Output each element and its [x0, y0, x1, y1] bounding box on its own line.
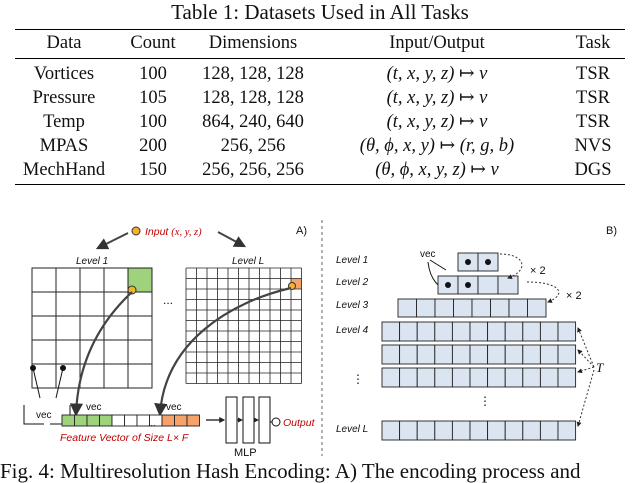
hash-table-cell — [540, 368, 558, 387]
level-label: Level 4 — [336, 325, 369, 336]
t-arrow — [578, 367, 594, 372]
table-row — [15, 158, 625, 185]
hash-table-cell — [382, 345, 400, 364]
level-l-label: Level L — [232, 256, 265, 267]
hash-table-cell — [435, 299, 454, 317]
vec-label: vec — [36, 410, 52, 421]
times-two-label: × 2 — [530, 265, 546, 277]
grid-cell — [32, 340, 56, 364]
hash-table-cell — [505, 322, 523, 341]
mlp-layer — [259, 397, 270, 443]
table-cell: Pressure — [32, 88, 96, 108]
table-row — [15, 134, 625, 158]
vec-label: vec — [86, 402, 102, 413]
hash-table-cell — [435, 345, 453, 364]
table-cell: 100 — [139, 112, 167, 132]
grid-cell — [56, 268, 80, 292]
hash-table-cell — [452, 368, 470, 387]
panel-a-label: A) — [296, 225, 307, 237]
hash-table-cell — [470, 322, 488, 341]
hash-table-cell — [523, 421, 541, 440]
hash-table-cell — [417, 299, 436, 317]
hash-table-cell — [558, 368, 576, 387]
level-label: Level 2 — [336, 277, 369, 288]
header-cell: Task — [561, 30, 625, 59]
hash-table-cell — [435, 368, 453, 387]
hash-table-cell — [505, 345, 523, 364]
output-node-icon — [272, 418, 280, 426]
hash-table-cell — [417, 421, 435, 440]
level-l-grid — [186, 268, 302, 384]
entry-dot — [465, 259, 471, 265]
header-cell: Dimensions — [193, 30, 313, 59]
table-cell: 864, 240, 640 — [202, 112, 304, 132]
datasets-table — [15, 29, 625, 185]
feature-cell — [162, 415, 175, 426]
hash-table-cell — [382, 322, 400, 341]
hash-table-cell — [435, 322, 453, 341]
hash-table-cell — [470, 345, 488, 364]
hash-table-cell — [478, 276, 498, 294]
table-cell: 105 — [139, 88, 167, 108]
vec-label: vec — [166, 402, 182, 413]
grid-cell — [32, 268, 56, 292]
grid-cell — [128, 340, 152, 364]
hash-table-cell — [488, 421, 506, 440]
table-row — [15, 59, 625, 87]
header-cell: Count — [113, 30, 193, 59]
grid-cell — [80, 268, 104, 292]
vertical-ellipsis: ⋮ — [479, 394, 491, 408]
hash-table-cell — [558, 322, 576, 341]
level-1-label: Level 1 — [76, 256, 109, 267]
hash-table-cell — [470, 421, 488, 440]
grid-cell — [32, 292, 56, 316]
hash-table-cell — [558, 345, 576, 364]
grid-cell — [56, 292, 80, 316]
input-arrow-right — [218, 232, 244, 246]
table-cell: (θ, ϕ, x, y) ↦ (r, g, b) — [359, 136, 515, 156]
grid-cell — [128, 364, 152, 388]
grid-cell — [104, 268, 128, 292]
table-cell: 200 — [139, 136, 167, 156]
table-cell: DGS — [561, 158, 625, 185]
grid-cell — [104, 292, 128, 316]
table-cell: TSR — [576, 88, 610, 108]
entry-dot — [445, 282, 451, 288]
grid-cell — [104, 364, 128, 388]
header-cell: Input/Output — [313, 30, 561, 59]
hash-table-cell — [488, 368, 506, 387]
grid-cell — [104, 340, 128, 364]
hash-table-cell — [505, 421, 523, 440]
hash-table-cell — [488, 322, 506, 341]
hash-table-cell — [509, 299, 528, 317]
hash-table-cell — [540, 345, 558, 364]
grid-ellipsis: ... — [163, 293, 174, 307]
table-title: Table 1: Datasets Used in All Tasks — [171, 0, 469, 24]
figure-caption: Fig. 4: Multiresolution Hash Encoding: A) The encoding process and — [0, 459, 581, 483]
feature-cell — [125, 415, 138, 426]
feature-vector-label: Feature Vector of Size L× F — [60, 432, 189, 444]
hash-table-cell — [540, 421, 558, 440]
entry-dot — [485, 259, 491, 265]
feature-cell — [187, 415, 200, 426]
hash-table-cell — [400, 322, 418, 341]
output-label: Output — [283, 417, 315, 429]
level-label: Level L — [336, 424, 369, 435]
hash-table-cell — [523, 345, 541, 364]
table-header-row — [15, 30, 625, 59]
table-cell: 150 — [113, 158, 193, 185]
hash-table-cell — [470, 368, 488, 387]
vec-label: vec — [420, 249, 436, 260]
feature-ellipsis: ... — [148, 418, 156, 428]
grid-cell — [56, 340, 80, 364]
grid-cell — [128, 316, 152, 340]
hash-table-cell — [491, 299, 510, 317]
hash-table-cell — [505, 368, 523, 387]
table-cell: 128, 128, 128 — [202, 64, 304, 84]
level-l-lookup-arrow — [160, 288, 291, 414]
table-cell: 256, 256 — [220, 136, 286, 156]
t-arrow — [578, 328, 594, 367]
table-cell: TSR — [576, 64, 610, 84]
header-cell: Data — [15, 30, 113, 59]
hash-table-cell — [382, 421, 400, 440]
hash-table-cell — [382, 368, 400, 387]
table-cell: MPAS — [39, 136, 89, 156]
feature-vector — [62, 415, 200, 426]
grid-cell — [128, 292, 152, 316]
panel-a — [24, 225, 316, 458]
vertical-ellipsis: ⋮ — [352, 372, 364, 386]
input-arrow-left — [98, 233, 128, 248]
table-cell: MechHand — [15, 158, 113, 185]
hash-table-cell — [558, 421, 576, 440]
hash-table-cell — [454, 299, 473, 317]
hash-table-cell — [417, 345, 435, 364]
mlp-label: MLP — [234, 447, 257, 458]
t-arrow — [578, 350, 594, 367]
feature-cell — [175, 415, 188, 426]
mlp-layer — [226, 397, 237, 443]
grid-cell — [80, 292, 104, 316]
t-label: T — [596, 360, 604, 375]
feature-cell — [112, 415, 125, 426]
hash-table-cell — [398, 299, 417, 317]
panel-b-label: B) — [606, 225, 617, 237]
hash-tables — [382, 253, 576, 440]
grid-cell — [32, 316, 56, 340]
table-cell: (t, x, y, z) ↦ v — [386, 112, 488, 132]
doubling-arrow — [500, 254, 522, 278]
hash-table-cell — [452, 421, 470, 440]
table-cell: Temp — [43, 112, 85, 132]
entry-dot — [465, 282, 471, 288]
table-cell: (t, x, y, z) ↦ v — [386, 64, 488, 84]
level-label: Level 1 — [336, 255, 369, 266]
hash-table-cell — [523, 322, 541, 341]
level-label: Level 3 — [336, 300, 369, 311]
hash-table-cell — [452, 322, 470, 341]
table-cell: (θ, ϕ, x, y, z) ↦ v — [313, 158, 561, 185]
grid-cell — [56, 316, 80, 340]
hash-table-cell — [498, 276, 518, 294]
table-row — [15, 86, 625, 110]
hash-table-cell — [488, 345, 506, 364]
feature-cell — [62, 415, 75, 426]
vec-pointer — [430, 260, 446, 270]
times-two-label: × 2 — [566, 290, 582, 302]
hash-table-cell — [523, 368, 541, 387]
panel-b — [336, 225, 617, 440]
table-cell: 100 — [139, 64, 167, 84]
hash-encoding-figure — [0, 212, 640, 458]
feature-cell — [87, 415, 100, 426]
table-cell: NVS — [574, 136, 612, 156]
input-label: Input (x, y, z) — [145, 226, 202, 238]
hash-table-cell — [417, 322, 435, 341]
hash-table-cell — [452, 345, 470, 364]
feature-cell — [100, 415, 113, 426]
hash-table-cell — [400, 345, 418, 364]
hash-table-cell — [417, 368, 435, 387]
hash-table-cell — [435, 421, 453, 440]
table-cell: 256, 256, 256 — [193, 158, 313, 185]
hash-table-cell — [400, 421, 418, 440]
t-arrow — [578, 370, 594, 426]
feature-cell — [75, 415, 88, 426]
hash-table-cell — [540, 322, 558, 341]
hash-table-cell — [472, 299, 491, 317]
input-point-icon — [132, 227, 140, 235]
table-cell: 128, 128, 128 — [202, 88, 304, 108]
table-cell: Vortices — [33, 64, 95, 84]
hash-table-cell — [528, 299, 547, 317]
table-row — [15, 110, 625, 134]
mlp-layer — [243, 397, 254, 443]
hash-table-cell — [400, 368, 418, 387]
table-cell: TSR — [576, 112, 610, 132]
grid-cell — [80, 316, 104, 340]
table-cell: (t, x, y, z) ↦ v — [386, 88, 488, 108]
